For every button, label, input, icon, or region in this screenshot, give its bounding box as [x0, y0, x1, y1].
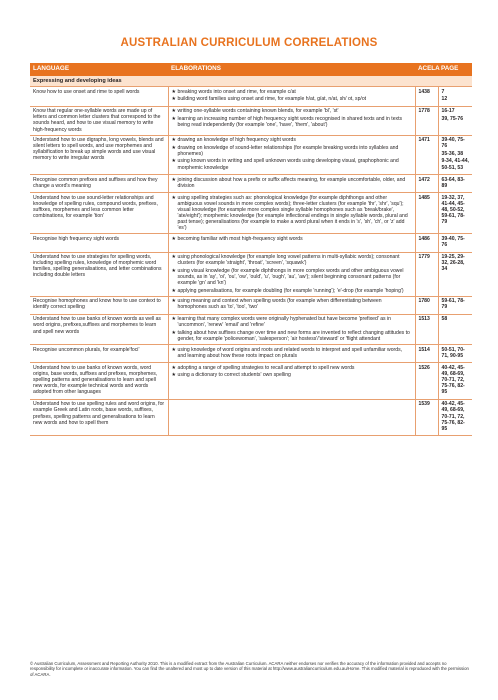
elaborations-cell: [168, 399, 415, 435]
acela-code: 1780: [415, 296, 438, 314]
page-cell: [438, 345, 472, 363]
star-bullet-icon: ★: [171, 115, 177, 122]
header-language: LANGUAGE: [30, 63, 168, 76]
star-bullet-icon: ★: [171, 372, 177, 379]
page-reference: 59-61, 78-79: [441, 298, 465, 311]
acela-code: 1513: [415, 314, 438, 344]
page-reference: 9-34, 41-44, 50-51, 53: [441, 158, 469, 171]
elaboration-text: using phonological knowledge (for example long vowel patterns in multi-syllabic words); consonant clusters (for example 'straight', 'throat', 'screen', 'squawk'): [177, 254, 400, 267]
star-bullet-icon: ★: [171, 316, 177, 323]
elaboration-item: [172, 108, 412, 114]
elaborations-cell: [168, 314, 415, 344]
language-cell: Recognise high frequency sight words: [30, 234, 168, 252]
elaboration-text: breaking words into onset and rime, for example c/at: [177, 88, 296, 95]
elaboration-text: learning an increasing number of high frequency sight words recognised in shared texts and in texts being read independently (for example 'one', 'have', 'them', 'about'): [177, 115, 403, 128]
table-row: [30, 87, 472, 107]
header-page: PAGE: [438, 63, 472, 76]
star-bullet-icon: ★: [171, 346, 177, 353]
elaboration-text: adopting a range of spelling strategies to recall and attempt to spell new words: [177, 364, 355, 371]
page-cell: [438, 175, 472, 193]
page-reference: 19-32, 37, 41-44, 45-48, 50-52, 59-61, 78-79: [441, 194, 465, 226]
elaboration-text: applying generalisations, for example doubling (for example 'running'); 'e'-drop (for example 'hoping'): [177, 287, 404, 294]
elaboration-text: joining discussion about how a prefix or suffix affects meaning, for example uncomfortable, older, and division: [177, 176, 406, 189]
page-cell: [438, 234, 472, 252]
acela-code: 1779: [415, 252, 438, 296]
elaboration-text: using known words in writing and spell unknown words using developing visual, graphophonic and morphemic knowledge: [177, 158, 399, 171]
star-bullet-icon: ★: [171, 267, 177, 274]
elaboration-text: drawing on knowledge of sound-letter relationships (for example breaking words into syllables and phonemes): [177, 144, 399, 157]
correlations-table: [30, 63, 472, 436]
elaboration-text: drawing an knowledge of high frequency sight words: [177, 137, 296, 144]
elaboration-item: [172, 177, 412, 189]
star-bullet-icon: ★: [171, 364, 177, 371]
subheading-row: [30, 76, 472, 87]
elaboration-item: [172, 347, 412, 359]
elaboration-text: using meaning and context when spelling words (for example when differentiating between homophones such as 'to', 'too', 'two': [177, 298, 382, 311]
language-cell: Know how to use onset and rime to spell words: [30, 87, 168, 107]
elaboration-text: using spelling strategies such as: phonological knowledge (for example diphthongs and other ambiguous vowel sounds in more complex words); three-letter clusters (for example 'thr', 'shr', 'squ'); visual knowledge (for example more complex single syllable homophones such as 'break/brake', 'ate/eight'); morphemic knowledge (for example inflectional endings in single syllable words, plural and past tense); generalisations (for example to make a word plural when it ends in 's', 'sh', 'ch', or 'z' add 'es'): [177, 194, 408, 232]
page-reference: 35-36, 38: [441, 150, 464, 157]
page-title: AUSTRALIAN CURRICULUM CORRELATIONS: [120, 37, 378, 49]
header-acela: ACELA: [415, 63, 438, 76]
language-cell: Understand how to use digraphs, long vowels, blends and silent letters to spell words, and use morphemes and syllabification to break up simple words and use visual memory to write irregular words: [30, 135, 168, 174]
language-cell: Understand how to use strategies for spelling words, including spelling rules, knowledge of morphemic word families, spelling generalisations, and letter combinations including double letters: [30, 252, 168, 296]
table-row: [30, 252, 472, 296]
language-cell: Understand how to use banks of known words, word origins, base words, suffixes and prefixes, morphemes, spelling patterns and generalisations to learn and spell new words, for example technical words and words adopted from other languages: [30, 363, 168, 399]
page-reference: 16-17: [441, 108, 455, 115]
language-cell: Recognise homophones and know how to use context to identify correct spelling: [30, 296, 168, 314]
star-bullet-icon: ★: [171, 88, 177, 95]
elaboration-item: [172, 116, 412, 128]
acela-code: 1526: [415, 363, 438, 399]
table-row: [30, 314, 472, 344]
table-row: [30, 175, 472, 193]
elaboration-item: [172, 288, 412, 294]
elaboration-item: [172, 195, 412, 232]
elaborations-cell: [168, 234, 415, 252]
table-row: [30, 135, 472, 174]
page-cell: [438, 193, 472, 234]
elaboration-item: [172, 236, 412, 242]
table-row: [30, 399, 472, 435]
language-cell: Understand how to use sound-letter relationships and knowledge of spelling rules, compound words, prefixes, suffixes, morphemes and less common letter combinations, for example 'tion': [30, 193, 168, 234]
acela-code: 1778: [415, 106, 438, 135]
elaboration-item: [172, 365, 412, 371]
page-reference: 39-40, 75-76: [441, 137, 465, 150]
language-cell: Recognise uncommon plurals, for example'foci': [30, 345, 168, 363]
star-bullet-icon: ★: [171, 158, 177, 165]
elaboration-item: [172, 158, 412, 170]
table-row: [30, 106, 472, 135]
elaborations-cell: [168, 135, 415, 174]
table-row: [30, 296, 472, 314]
star-bullet-icon: ★: [171, 176, 177, 183]
elaboration-text: talking about how suffixes change over time and new forms are invented to reflect changing attitudes to gender, for example 'policewoman', 'salesperson'; 'air hostess'/'steward' or 'flight attendant: [177, 330, 410, 343]
page-reference: 63-64, 83-89: [441, 176, 465, 189]
elaborations-cell: [168, 193, 415, 234]
page-cell: [438, 87, 472, 107]
elaboration-item: [172, 330, 412, 342]
table-row: [30, 193, 472, 234]
elaboration-item: [172, 145, 412, 157]
star-bullet-icon: ★: [171, 298, 177, 305]
star-bullet-icon: ★: [171, 254, 177, 261]
elaborations-cell: [168, 175, 415, 193]
elaboration-item: [172, 268, 412, 286]
elaboration-item: [172, 316, 412, 328]
page-cell: [438, 399, 472, 435]
acela-code: 1471: [415, 135, 438, 174]
page-reference: 40-42, 45-49, 68-69, 70-71, 72, 75-76, 82-95: [441, 401, 465, 432]
page-reference: 40-42, 45-49, 68-69, 70-71, 72, 75-76, 82-95: [441, 364, 465, 396]
page-reference: 7: [441, 88, 445, 95]
star-bullet-icon: ★: [171, 137, 177, 144]
page-cell: [438, 135, 472, 174]
elaboration-text: using knowledge of word origins and roots and related words to interpret and spell unfamiliar words, and learning about how these roots impact on plurals: [177, 346, 403, 359]
page-reference: 19-25, 29-32, 26-28, 34: [441, 254, 465, 273]
elaboration-item: [172, 96, 412, 102]
table-row: [30, 363, 472, 399]
table-row: [30, 234, 472, 252]
page-reference: 12: [441, 96, 448, 103]
table-row: [30, 345, 472, 363]
elaborations-cell: [168, 87, 415, 107]
elaboration-text: using a dictionary to correct students' own spelling: [177, 372, 291, 379]
page-cell: [438, 314, 472, 344]
elaboration-item: [172, 254, 412, 266]
elaboration-text: using visual knowledge (for example diphthongs in more complex words and other ambiguous vowel sounds, as in 'ay', 'oi', 'ou', 'ow', 'ould', 'u', 'ough', 'au', 'aw'); silent beginning consonant patterns (for example 'gn' and 'kn'): [177, 267, 404, 286]
star-bullet-icon: ★: [171, 144, 177, 151]
elaborations-cell: [168, 363, 415, 399]
acela-code: 1486: [415, 234, 438, 252]
elaboration-item: [172, 298, 412, 310]
acela-code: 1539: [415, 399, 438, 435]
page-reference: 50-51, 70-71, 90-95: [441, 346, 465, 359]
page-cell: [438, 363, 472, 399]
subheading: Expressing and developing ideas: [30, 76, 472, 87]
language-cell: Know that regular one-syllable words are made up of letters and common letter clusters that correspond to the sounds heard, and how to use visual memory to write high-frequency words: [30, 106, 168, 135]
star-bullet-icon: ★: [171, 194, 177, 201]
acela-code: 1472: [415, 175, 438, 193]
page-reference: 39-40, 75-76: [441, 235, 465, 248]
header-elaborations: ELABORATIONS: [168, 63, 415, 76]
elaboration-text: learning that many complex words were originally hyphenated but have become 'prefixed' as in 'uncommon', 'renew' 'email' and 'refine': [177, 316, 391, 329]
elaboration-text: writing one-syllable words containing known blends, for example 'bl', 'st': [177, 108, 339, 115]
elaborations-cell: [168, 296, 415, 314]
copyright-footer: © Australian Curriculum, Assessment and Reporting Authority 2010. This is a modified extract from the Australian Curriculum. ACARA neither endorses nor verifies the accuracy of the information provided and accepts no responsibility for incomplete or inaccurate information. You can find the unaltered and most up to date version of this material at http://www.australiancurriculum.edu.au/Home. This modified material is reproduced with the permission of ACARA.: [30, 661, 469, 677]
page-reference: 58: [441, 316, 448, 323]
star-bullet-icon: ★: [171, 108, 177, 115]
page-reference: 39, 75-76: [441, 115, 464, 122]
language-cell: Understand how to use spelling rules and word origins, for example Greek and Latin roots, base words, suffixes, prefixes, spelling patterns and generalisations to learn new words and how to spell them: [30, 399, 168, 435]
language-cell: Recognise common prefixes and suffixes and how they change a word's meaning: [30, 175, 168, 193]
page-cell: [438, 296, 472, 314]
acela-code: 1438: [415, 87, 438, 107]
elaborations-cell: [168, 252, 415, 296]
language-cell: Understand how to use banks of known words as well as word origins, prefixes,suffixes and morphemes to learn and spell new words: [30, 314, 168, 344]
acela-code: 1485: [415, 193, 438, 234]
elaborations-cell: [168, 106, 415, 135]
elaboration-item: [172, 89, 412, 95]
elaboration-item: [172, 372, 412, 378]
elaboration-item: [172, 137, 412, 143]
star-bullet-icon: ★: [171, 287, 177, 294]
star-bullet-icon: ★: [171, 235, 177, 242]
table-header-row: [30, 63, 472, 76]
star-bullet-icon: ★: [171, 330, 177, 336]
acela-code: 1514: [415, 345, 438, 363]
page-cell: [438, 252, 472, 296]
elaboration-text: building word families using onset and rime, for example h/at, g/at, n/at, sh/ ot, sp/ot: [177, 96, 367, 103]
page-cell: [438, 106, 472, 135]
elaboration-text: becoming familiar with most high-frequency sight words: [177, 235, 303, 242]
star-bullet-icon: ★: [171, 96, 177, 103]
elaborations-cell: [168, 345, 415, 363]
